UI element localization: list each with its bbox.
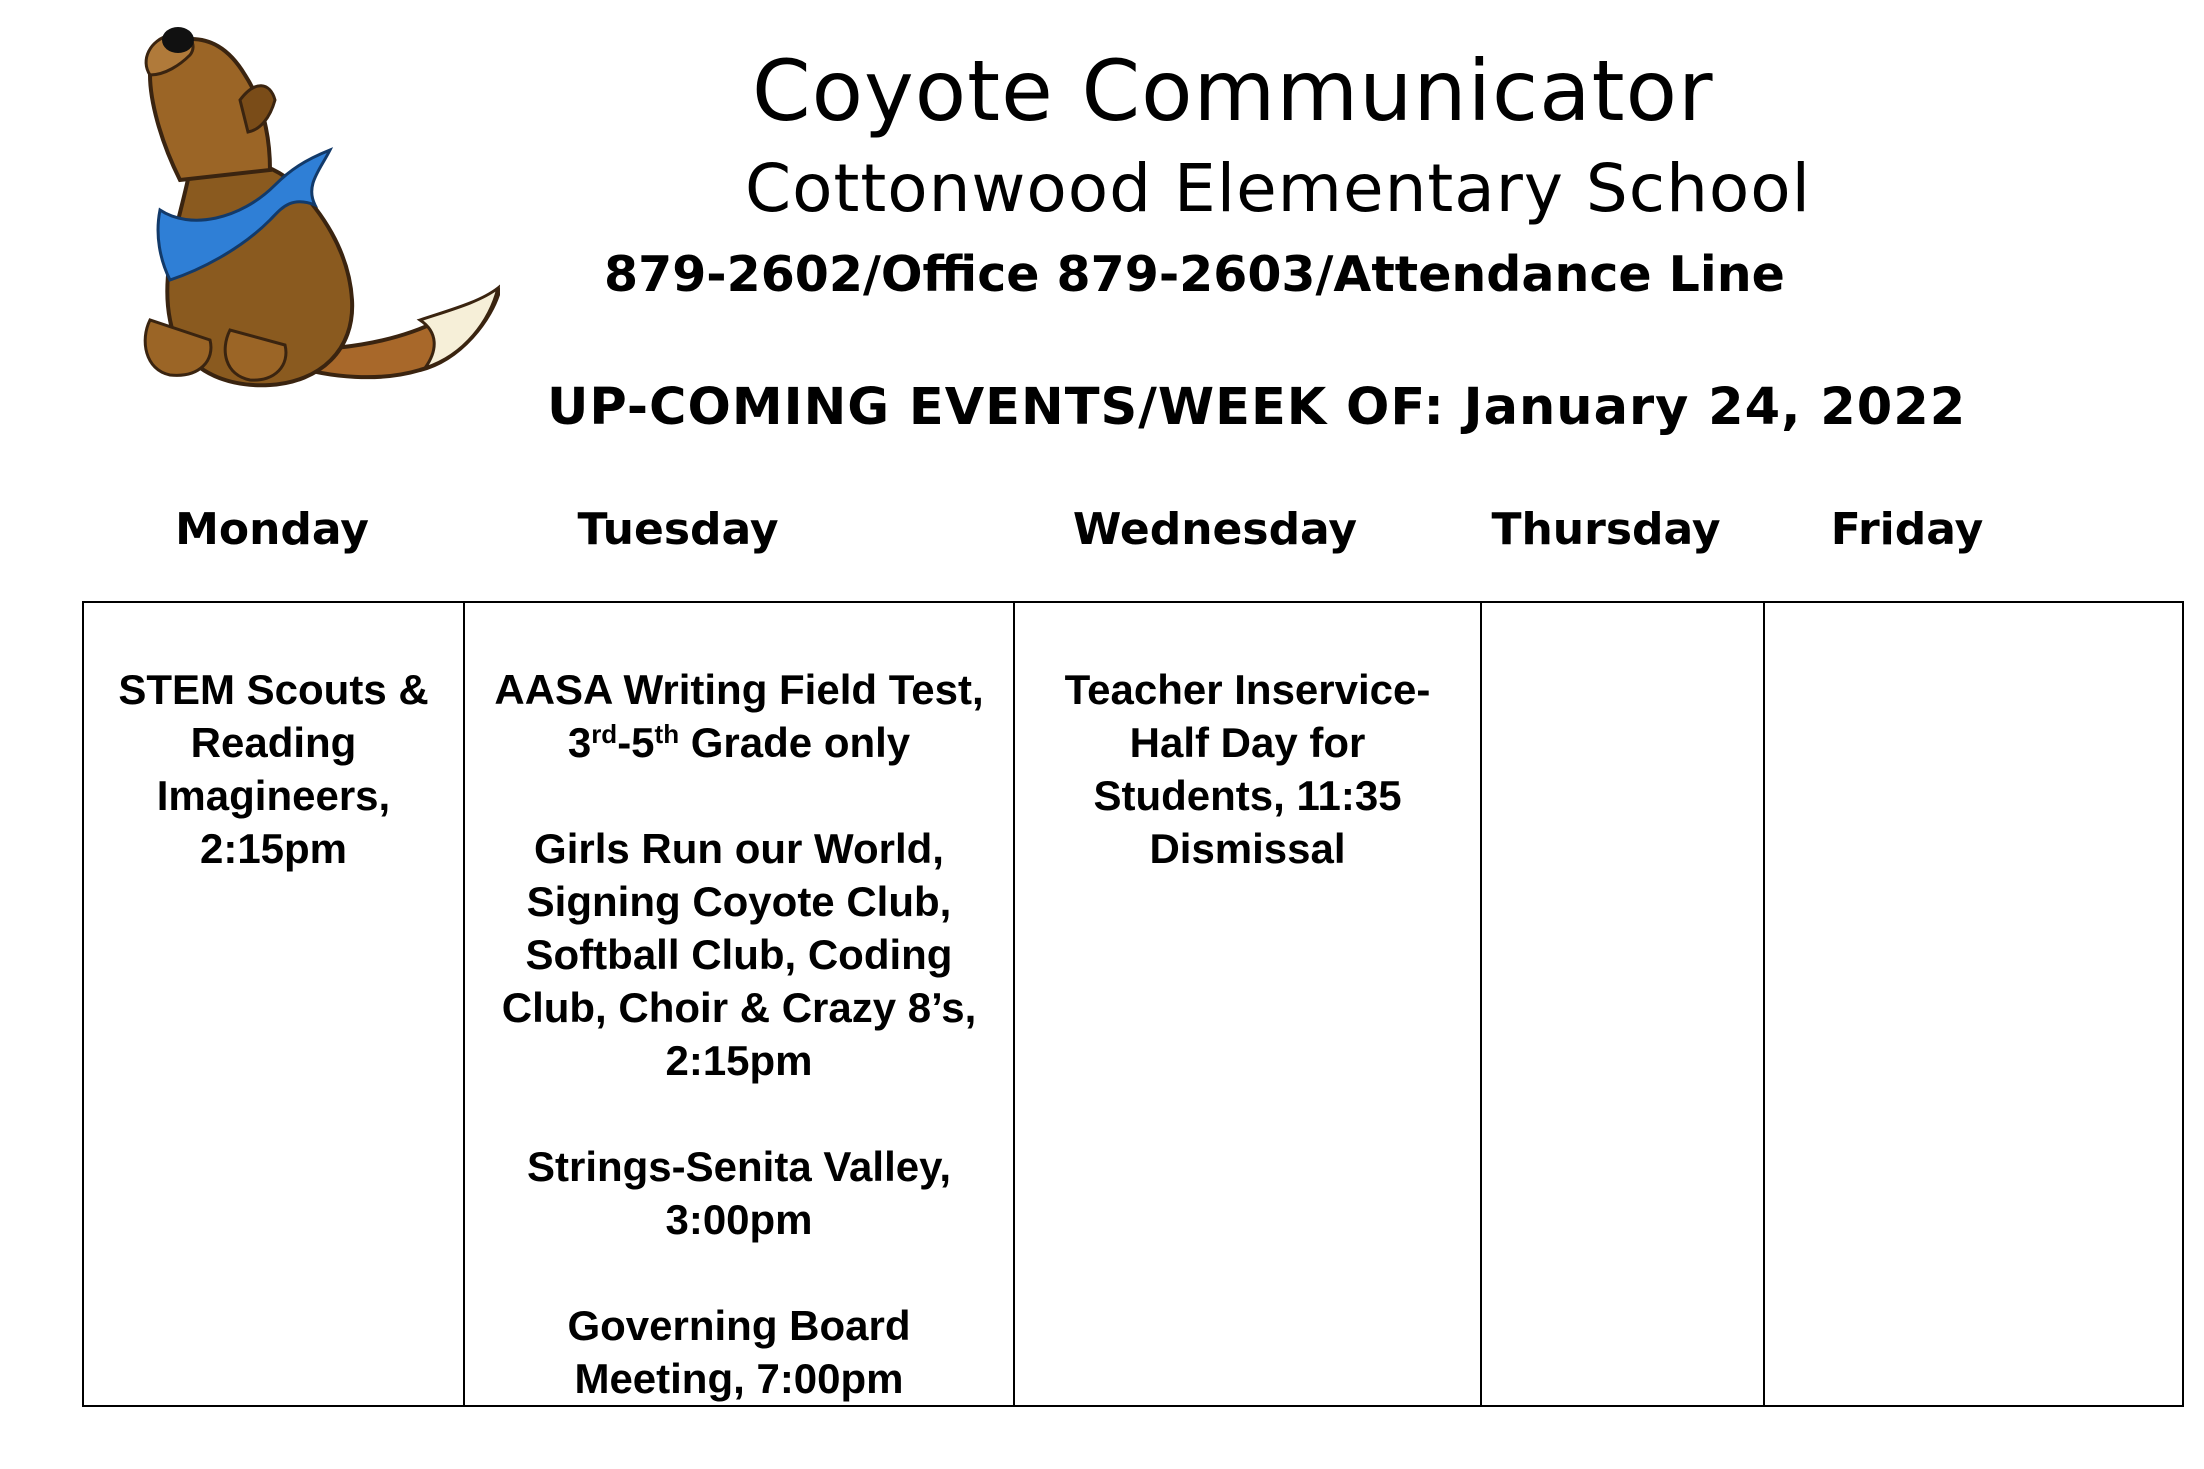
friday-cell bbox=[1764, 602, 2183, 1406]
event-item: Strings-Senita Valley, 3:00pm bbox=[526, 1143, 952, 1243]
coyote-mascot-icon bbox=[120, 20, 500, 400]
event-item: Teacher Inservice-Half Day for Students, 11:35 Dismissal bbox=[1064, 666, 1431, 872]
event-item: AASA Writing Field Test, 3rd-5th Grade only bbox=[494, 666, 984, 766]
tuesday-cell bbox=[464, 602, 1014, 1406]
events-calendar-table bbox=[82, 601, 2184, 1407]
thursday-cell bbox=[1481, 602, 1764, 1406]
phone-numbers: 879-2602/Office 879-2603/Attendance Line bbox=[604, 246, 1785, 303]
school-name: Cottonwood Elementary School bbox=[745, 150, 1812, 227]
wednesday-cell bbox=[1014, 602, 1481, 1406]
events-heading: UP-COMING EVENTS/WEEK OF: January 24, 2022 bbox=[547, 378, 1967, 437]
day-header-friday: Friday bbox=[1830, 504, 1984, 555]
event-item: Girls Run our World, Signing Coyote Club, Softball Club, Coding Club, Choir & Crazy 8’s, 2:15pm bbox=[501, 825, 977, 1084]
day-header-tuesday: Tuesday bbox=[577, 504, 779, 555]
day-header-monday: Monday bbox=[175, 504, 369, 555]
event-item: STEM Scouts & Reading Imagineers, 2:15pm bbox=[118, 666, 429, 872]
day-header-wednesday: Wednesday bbox=[1072, 504, 1358, 555]
event-item: Governing Board Meeting, 7:00pm bbox=[567, 1302, 911, 1402]
table-row bbox=[83, 602, 2183, 1406]
monday-cell bbox=[83, 602, 464, 1406]
newsletter-title: Coyote Communicator bbox=[752, 42, 1714, 140]
day-header-thursday: Thursday bbox=[1491, 504, 1721, 555]
